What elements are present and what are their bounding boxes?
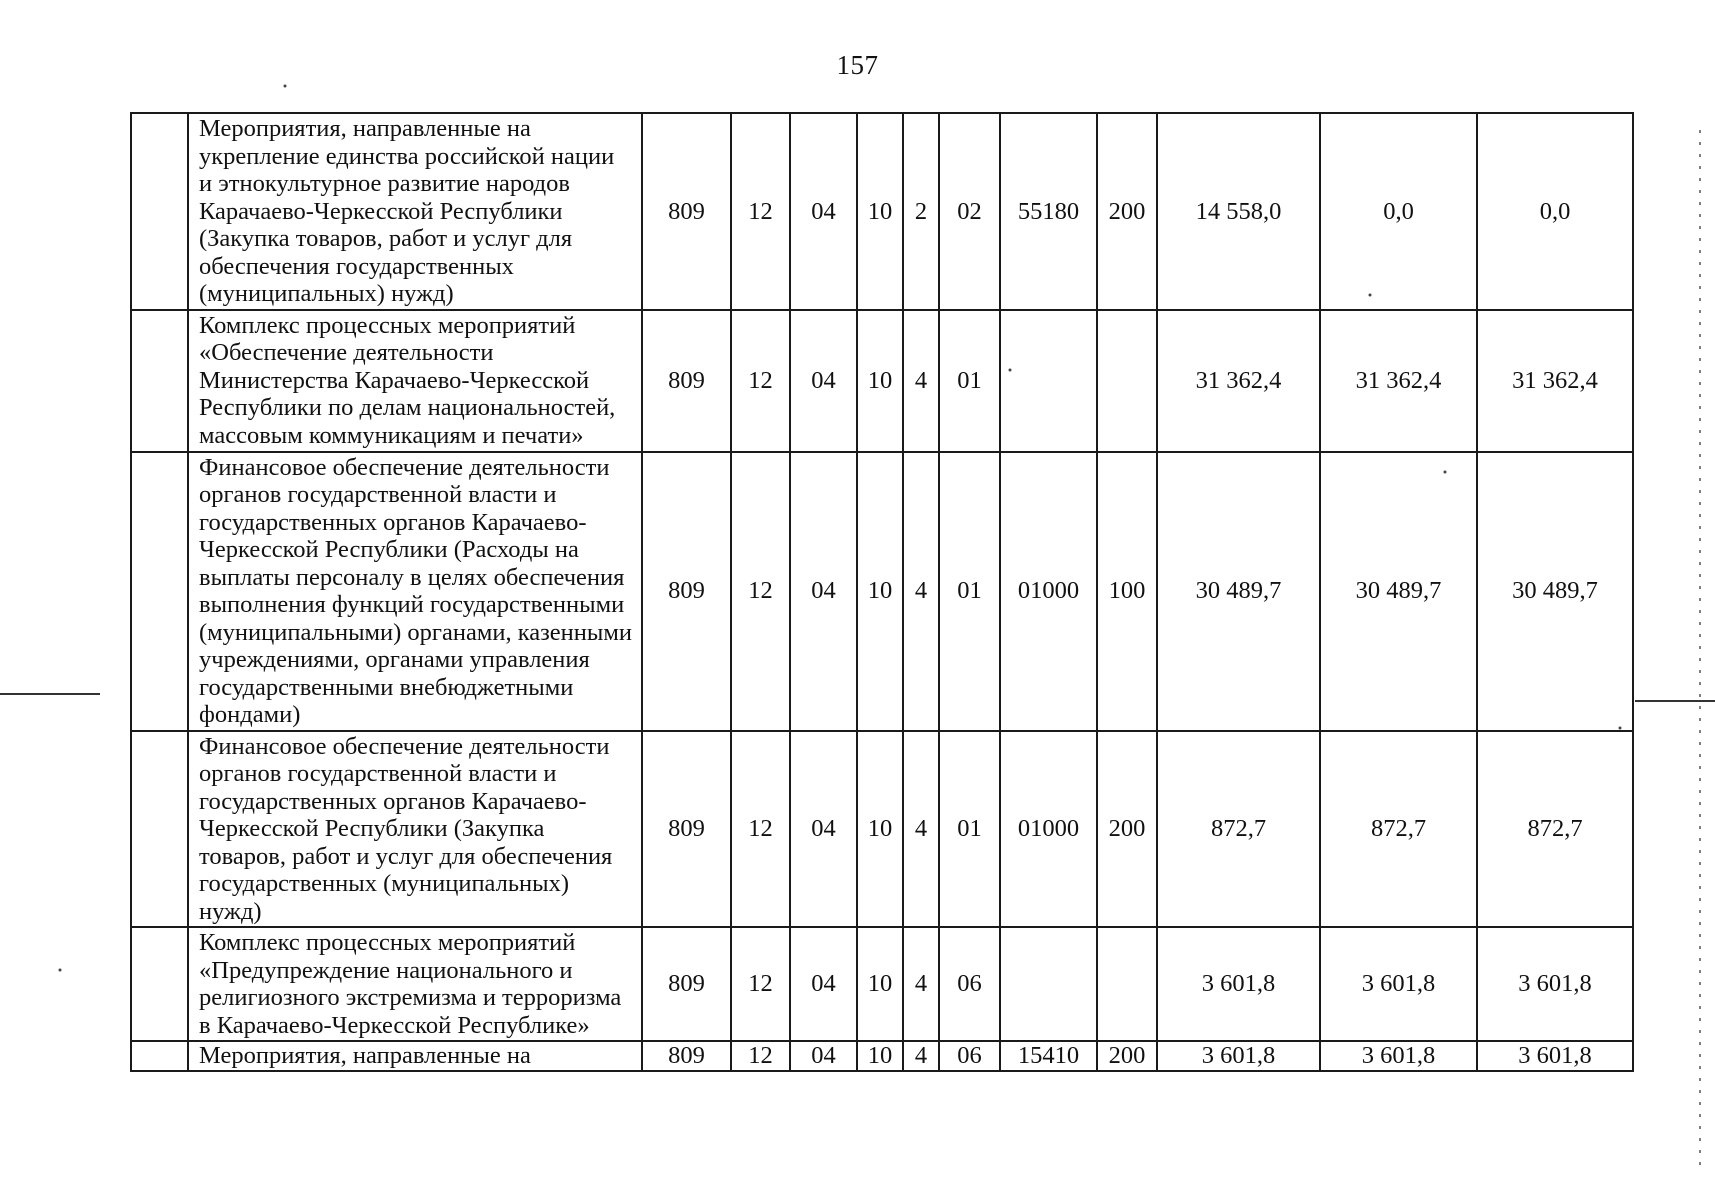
- amount-cell: 872,7: [1320, 731, 1477, 928]
- row-index-cell: [131, 731, 188, 928]
- amount-cell: 31 362,4: [1477, 310, 1633, 452]
- amount-cell: 30 489,7: [1157, 452, 1320, 731]
- code-cell: 809: [642, 731, 731, 928]
- scan-dot: [284, 85, 287, 88]
- row-index-cell: [131, 113, 188, 310]
- code-cell: 55180: [1000, 113, 1097, 310]
- page-number: 157: [836, 50, 879, 80]
- code-cell: 200: [1097, 1041, 1157, 1071]
- code-cell: 12: [731, 731, 790, 928]
- amount-cell: 3 601,8: [1157, 927, 1320, 1041]
- code-cell: 04: [790, 452, 857, 731]
- row-index-cell: [131, 1041, 188, 1071]
- amount-cell: 3 601,8: [1157, 1041, 1320, 1071]
- description-cell: Мероприятия, направленные на: [188, 1041, 642, 1071]
- code-cell: 04: [790, 731, 857, 928]
- code-cell: 15410: [1000, 1041, 1097, 1071]
- code-cell: [1097, 927, 1157, 1041]
- code-cell: 12: [731, 1041, 790, 1071]
- code-cell: 10: [857, 731, 903, 928]
- code-cell: 10: [857, 310, 903, 452]
- code-cell: 4: [903, 731, 939, 928]
- description-cell: Комплекс процессных мероприятий «Обеспечение деятельности Министерства Карачаево-Черкесской Республики по делам национальностей, массовым коммуникациям и печати»: [188, 310, 642, 452]
- code-cell: 809: [642, 927, 731, 1041]
- code-cell: 200: [1097, 731, 1157, 928]
- code-cell: 01: [939, 310, 1000, 452]
- amount-cell: 3 601,8: [1320, 1041, 1477, 1071]
- code-cell: 4: [903, 927, 939, 1041]
- code-cell: 10: [857, 927, 903, 1041]
- code-cell: 12: [731, 113, 790, 310]
- code-cell: 809: [642, 452, 731, 731]
- table-row: [131, 310, 1633, 452]
- amount-cell: 3 601,8: [1320, 927, 1477, 1041]
- amount-cell: 30 489,7: [1477, 452, 1633, 731]
- code-cell: 01000: [1000, 731, 1097, 928]
- table-row: [131, 731, 1633, 928]
- code-cell: 10: [857, 452, 903, 731]
- code-cell: [1097, 310, 1157, 452]
- code-cell: 12: [731, 927, 790, 1041]
- scan-dot: [59, 969, 62, 972]
- code-cell: 12: [731, 310, 790, 452]
- amount-cell: 30 489,7: [1320, 452, 1477, 731]
- amount-cell: 31 362,4: [1157, 310, 1320, 452]
- table-row: [131, 1041, 1633, 1071]
- table-row: [131, 452, 1633, 731]
- row-index-cell: [131, 927, 188, 1041]
- amount-cell: 872,7: [1157, 731, 1320, 928]
- amount-cell: 0,0: [1320, 113, 1477, 310]
- description-cell: Мероприятия, направленные на укрепление единства российской нации и этнокультурное развитие народов Карачаево-Черкесской Республики (Закупка товаров, работ и услуг для обеспечения государственных (муниципальных) нужд): [188, 113, 642, 310]
- code-cell: 809: [642, 1041, 731, 1071]
- code-cell: 809: [642, 310, 731, 452]
- row-index-cell: [131, 310, 188, 452]
- code-cell: 06: [939, 1041, 1000, 1071]
- code-cell: 01: [939, 731, 1000, 928]
- amount-cell: 31 362,4: [1320, 310, 1477, 452]
- code-cell: 04: [790, 1041, 857, 1071]
- code-cell: 10: [857, 113, 903, 310]
- amount-cell: 3 601,8: [1477, 1041, 1633, 1071]
- code-cell: 12: [731, 452, 790, 731]
- amount-cell: 0,0: [1477, 113, 1633, 310]
- code-cell: [1000, 310, 1097, 452]
- code-cell: 4: [903, 1041, 939, 1071]
- code-cell: 01: [939, 452, 1000, 731]
- budget-table: [130, 112, 1634, 1072]
- row-index-cell: [131, 452, 188, 731]
- description-cell: Комплекс процессных мероприятий «Предупреждение национального и религиозного экстремизма и терроризма в Карачаево-Черкесской Республике»: [188, 927, 642, 1041]
- table-row: [131, 927, 1633, 1041]
- code-cell: 04: [790, 310, 857, 452]
- amount-cell: 14 558,0: [1157, 113, 1320, 310]
- code-cell: 200: [1097, 113, 1157, 310]
- code-cell: 4: [903, 452, 939, 731]
- code-cell: [1000, 927, 1097, 1041]
- code-cell: 04: [790, 927, 857, 1041]
- code-cell: 4: [903, 310, 939, 452]
- description-cell: Финансовое обеспечение деятельности органов государственной власти и государственных органов Карачаево-Черкесской Республики (Закупка товаров, работ и услуг для обеспечения государственных (муниципальных) нужд): [188, 731, 642, 928]
- code-cell: 2: [903, 113, 939, 310]
- description-cell: Финансовое обеспечение деятельности органов государственной власти и государственных органов Карачаево-Черкесской Республики (Расходы на выплаты персоналу в целях обеспечения выполнения функций государственными (муниципальными) органами, казенными учреждениями, органами управления государственными внебюджетными фондами): [188, 452, 642, 731]
- amount-cell: 872,7: [1477, 731, 1633, 928]
- code-cell: 01000: [1000, 452, 1097, 731]
- code-cell: 04: [790, 113, 857, 310]
- amount-cell: 3 601,8: [1477, 927, 1633, 1041]
- code-cell: 100: [1097, 452, 1157, 731]
- code-cell: 809: [642, 113, 731, 310]
- table-row: [131, 113, 1633, 310]
- code-cell: 10: [857, 1041, 903, 1071]
- code-cell: 06: [939, 927, 1000, 1041]
- code-cell: 02: [939, 113, 1000, 310]
